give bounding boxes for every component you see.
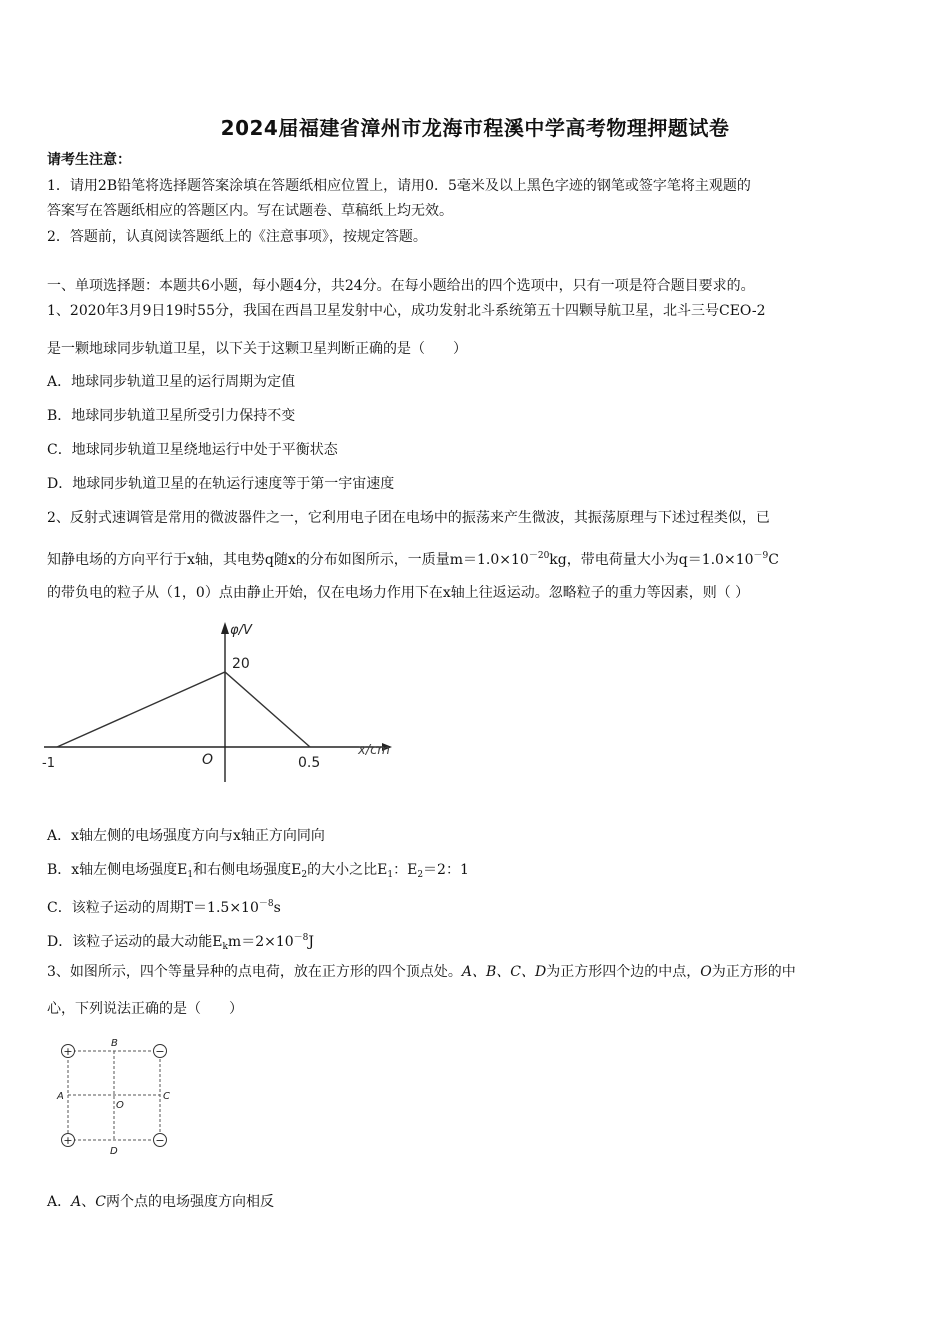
charge-bottom-left <box>62 1134 75 1148</box>
y-axis-label: φ/V <box>230 623 252 638</box>
peak-value-label: 20 <box>232 656 250 672</box>
e1-subscript: 1 <box>187 870 194 880</box>
origin-label: O <box>202 752 214 768</box>
ratio-e2-subscript: 2 <box>417 870 424 880</box>
q3-option-a-point-c: C <box>95 1194 106 1210</box>
q3-option-a-point-a: A <box>71 1194 82 1210</box>
x-axis-label: x/cm <box>358 743 390 758</box>
q2-option-b-part-5: ＝2：1 <box>423 862 469 878</box>
q2-option-c-part-1: C．该粒子运动的周期T＝1.5×10 <box>47 900 259 916</box>
q2-option-b-part-1: B．x轴左侧电场强度E <box>47 862 188 878</box>
point-a-label: A <box>57 1091 64 1102</box>
q3-stem-part-a: 3、如图所示，四个等量异种的点电荷，放在正方形的四个顶点处。 <box>47 964 462 980</box>
q1-stem-line-1: 1、2020年3月9日19时55分，我国在西昌卫星发射中心，成功发射北斗系统第五十四颗导航卫星，北斗三号CEO-2 <box>47 303 766 319</box>
q1-option-c: C．地球同步轨道卫星绕地运行中处于平衡状态 <box>47 442 338 458</box>
q3-option-a-part-5: 两个点的电场强度方向相反 <box>105 1194 274 1210</box>
q1-option-b: B．地球同步轨道卫星所受引力保持不变 <box>47 408 296 424</box>
q2-stem-line-1: 2、反射式速调管是常用的微波器件之一，它利用电子团在电场中的振荡来产生微波，其振荡原理与下述过程类似，已 <box>47 510 770 526</box>
q3-stem-line-1 <box>47 962 917 982</box>
q2-option-d-part-1: D．该粒子运动的最大动能E <box>47 934 223 950</box>
charge-bottom-right <box>154 1134 167 1148</box>
q1-option-a: A．地球同步轨道卫星的运行周期为定值 <box>47 374 296 390</box>
q3-option-a-part-1: A． <box>47 1194 72 1210</box>
q2-option-c <box>47 894 917 918</box>
q3-stem-center: O <box>700 964 712 980</box>
q2-option-b-part-3: 的大小之比E <box>307 862 388 878</box>
q2-option-d-part-3: J <box>308 934 315 950</box>
q1-stem-line-2: 是一颗地球同步轨道卫星，以下关于这颗卫星判断正确的是（ ） <box>47 341 467 357</box>
notice-item-1-line-2: 答案写在答题纸相应的答题区内。写在试题卷、草稿纸上均无效。 <box>47 203 453 219</box>
q2-option-b-part-2: 和右侧电场强度E <box>193 862 302 878</box>
potential-graph <box>40 614 400 794</box>
ratio-e1-subscript: 1 <box>387 870 394 880</box>
q3-option-a <box>47 1192 917 1212</box>
potential-curve <box>57 672 310 747</box>
q2-option-c-part-2: s <box>273 900 281 916</box>
q3-stem-part-e: 为正方形的中 <box>711 964 796 980</box>
charge-exponent: －9 <box>753 551 769 561</box>
minus-sign-icon: − <box>155 1045 165 1058</box>
e2-subscript: 2 <box>301 870 308 880</box>
charge-top-left <box>62 1045 75 1059</box>
q2-stem-line-2-part-a: 知静电场的方向平行于x轴，其电势q随x的分布如图所示，一质量m＝1.0×10 <box>47 552 529 568</box>
plus-sign-icon: + <box>63 1134 73 1147</box>
q2-option-b-part-4: ：E <box>393 862 418 878</box>
y-axis-arrow <box>221 622 229 634</box>
point-o-label: O <box>116 1100 124 1111</box>
q2-option-d-part-2: m＝2×10 <box>227 934 294 950</box>
mass-exponent: －20 <box>528 551 550 561</box>
q3-option-a-part-3: 、 <box>81 1194 96 1210</box>
q3-stem-points: A、B、C、D <box>461 964 547 980</box>
q2-option-a: A．x轴左侧的电场强度方向与x轴正方向同向 <box>47 828 325 844</box>
notice-item-2: 2．答题前，认真阅读答题纸上的《注意事项》，按规定答题。 <box>47 229 427 245</box>
q1-option-d: D．地球同步轨道卫星的在轨运行速度等于第一宇宙速度 <box>47 476 395 492</box>
charge-square-diagram <box>52 1035 187 1160</box>
q2-option-d <box>47 928 917 957</box>
point-c-label: C <box>163 1091 170 1102</box>
notice-heading: 请考生注意： <box>47 152 131 168</box>
period-exponent: －8 <box>258 899 274 909</box>
q2-stem-line-2 <box>47 546 917 570</box>
notice-item-1-line-1: 1．请用2B铅笔将选择题答案涂填在答题纸相应位置上，请用0．5毫米及以上黑色字迹的钢笔或签字笔将主观题的 <box>47 178 751 194</box>
point-d-label: D <box>110 1146 118 1157</box>
right-tick-label: 0.5 <box>298 755 321 771</box>
plus-sign-icon: + <box>63 1045 73 1058</box>
q2-option-b <box>47 860 917 885</box>
point-b-label: B <box>111 1038 118 1049</box>
energy-exponent: －8 <box>293 933 309 943</box>
left-tick-label: -1 <box>42 756 55 771</box>
q2-stem-line-2-part-c: C <box>768 552 779 568</box>
q3-stem-line-2: 心，下列说法正确的是（ ） <box>47 1001 243 1017</box>
charge-top-right <box>154 1045 167 1059</box>
q2-stem-line-3: 的带负电的粒子从（1，0）点由静止开始，仅在电场力作用下在x轴上往返运动。忽略粒子的重力等因素，则（ ） <box>47 585 750 601</box>
section-1-heading: 一、单项选择题：本题共6小题，每小题4分，共24分。在每小题给出的四个选项中，只有一项是符合题目要求的。 <box>47 278 755 294</box>
q3-stem-part-c: 为正方形四个边的中点， <box>546 964 701 980</box>
kinetic-subscript: k <box>222 942 228 952</box>
minus-sign-icon: − <box>155 1134 165 1147</box>
page-title: 2024届福建省漳州市龙海市程溪中学高考物理押题试卷 <box>220 116 730 140</box>
q2-stem-line-2-part-b: kg，带电荷量大小为q＝1.0×10 <box>549 552 754 568</box>
